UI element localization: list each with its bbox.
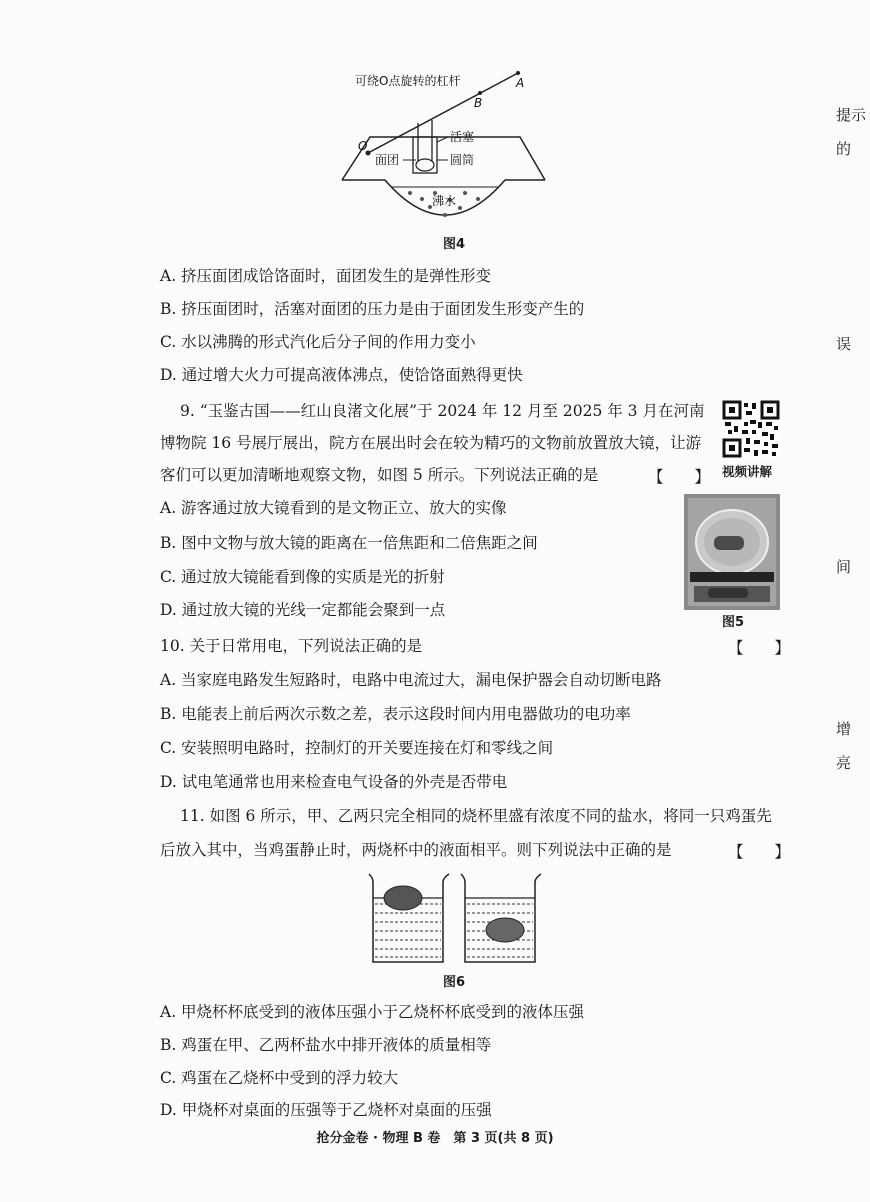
edge-text-5: 增 (836, 720, 852, 738)
fig4-label-a: A (516, 76, 525, 90)
q8-option-b: B. 挤压面团时，活塞对面团的压力是由于面团发生形变产生的 (160, 300, 585, 318)
q10-option-d: D. 试电笔通常也用来检查电气设备的外壳是否带电 (160, 773, 508, 791)
fig4-label-o: O (358, 139, 368, 153)
fig4-label-dough: 面团 (375, 153, 400, 167)
q10-option-a: A. 当家庭电路发生短路时，电路中电流过大，漏电保护器会自动切断电路 (160, 671, 662, 689)
q9-stem-line-3: 客们可以更加清晰地观察文物，如图 5 所示。下列说法正确的是 (160, 466, 599, 484)
q10-stem: 10. 关于日常用电，下列说法正确的是 (160, 637, 423, 655)
q11-stem-line-2: 后放入其中，当鸡蛋静止时，两烧杯中的液面相平。则下列说法中正确的是 (160, 841, 672, 859)
fig4-label-piston: 活塞 (450, 130, 475, 144)
q9-option-b: B. 图中文物与放大镜的距离在一倍焦距和二倍焦距之间 (160, 534, 538, 552)
figure-6-beakers (365, 870, 545, 968)
q9-option-a: A. 游客通过放大镜看到的是文物正立、放大的实像 (160, 499, 507, 517)
q11-option-a: A. 甲烧杯杯底受到的液体压强小于乙烧杯杯底受到的液体压强 (160, 1003, 585, 1021)
edge-text-1: 提示 (836, 106, 867, 124)
q9-stem-line-2: 博物院 16 号展厅展出，院方在展出时会在较为精巧的文物前放置放大镜，让游 (160, 434, 702, 452)
q10-option-c: C. 安装照明电路时，控制灯的开关要连接在灯和零线之间 (160, 739, 554, 757)
beaker-yi (461, 874, 541, 962)
page-footer: 抢分金卷 · 物理 B 卷 第 3 页(共 8 页) (316, 1131, 554, 1146)
q8-option-c: C. 水以沸腾的形式汽化后分子间的作用力变小 (160, 333, 476, 351)
beaker-jia (369, 874, 449, 962)
q9-option-d: D. 通过放大镜的光线一定都能会聚到一点 (160, 601, 446, 619)
figure-4-caption: 图4 (443, 237, 466, 252)
q9-stem-line-1: 9. “玉鉴古国——红山良渚文化展”于 2024 年 12 月至 2025 年 3 月在河南 (180, 402, 705, 420)
q10-option-b: B. 电能表上前后两次示数之差，表示这段时间内用电器做功的电功率 (160, 705, 631, 723)
q11-option-d: D. 甲烧杯对桌面的压强等于乙烧杯对桌面的压强 (160, 1101, 492, 1119)
qr-code-icon[interactable] (722, 400, 780, 458)
q9-option-c: C. 通过放大镜能看到像的实质是光的折射 (160, 568, 445, 586)
figure-5-caption: 图5 (722, 615, 745, 630)
figure-4-lever-press (330, 65, 560, 235)
q11-answer-bracket: 【 】 (728, 843, 791, 861)
figure-5-magnifier-photo (684, 494, 780, 610)
edge-text-2: 的 (836, 140, 852, 158)
q8-option-d: D. 通过增大火力可提高液体沸点，使饸饹面熟得更快 (160, 366, 523, 384)
edge-text-6: 亮 (836, 754, 852, 772)
q11-option-c: C. 鸡蛋在乙烧杯中受到的浮力较大 (160, 1069, 399, 1087)
figure-6-caption: 图6 (443, 975, 466, 990)
q10-answer-bracket: 【 】 (728, 639, 791, 657)
q11-option-b: B. 鸡蛋在甲、乙两杯盐水中排开液体的质量相等 (160, 1036, 492, 1054)
fig4-label-water: 沸水 (432, 194, 457, 208)
fig4-label-b: B (474, 96, 483, 110)
q8-option-a: A. 挤压面团成饸饹面时，面团发生的是弹性形变 (160, 267, 492, 285)
q11-stem-line-1: 11. 如图 6 所示，甲、乙两只完全相同的烧杯里盛有浓度不同的盐水，将同一只鸡蛋先 (180, 807, 772, 825)
fig4-label-lever: 可绕O点旋转的杠杆 (355, 74, 461, 88)
edge-text-4: 间 (836, 558, 852, 576)
qr-video-label: 视频讲解 (722, 464, 773, 479)
q9-answer-bracket: 【 】 (648, 468, 711, 486)
fig4-label-cylinder: 圆筒 (450, 153, 475, 167)
edge-text-3: 误 (836, 335, 852, 353)
